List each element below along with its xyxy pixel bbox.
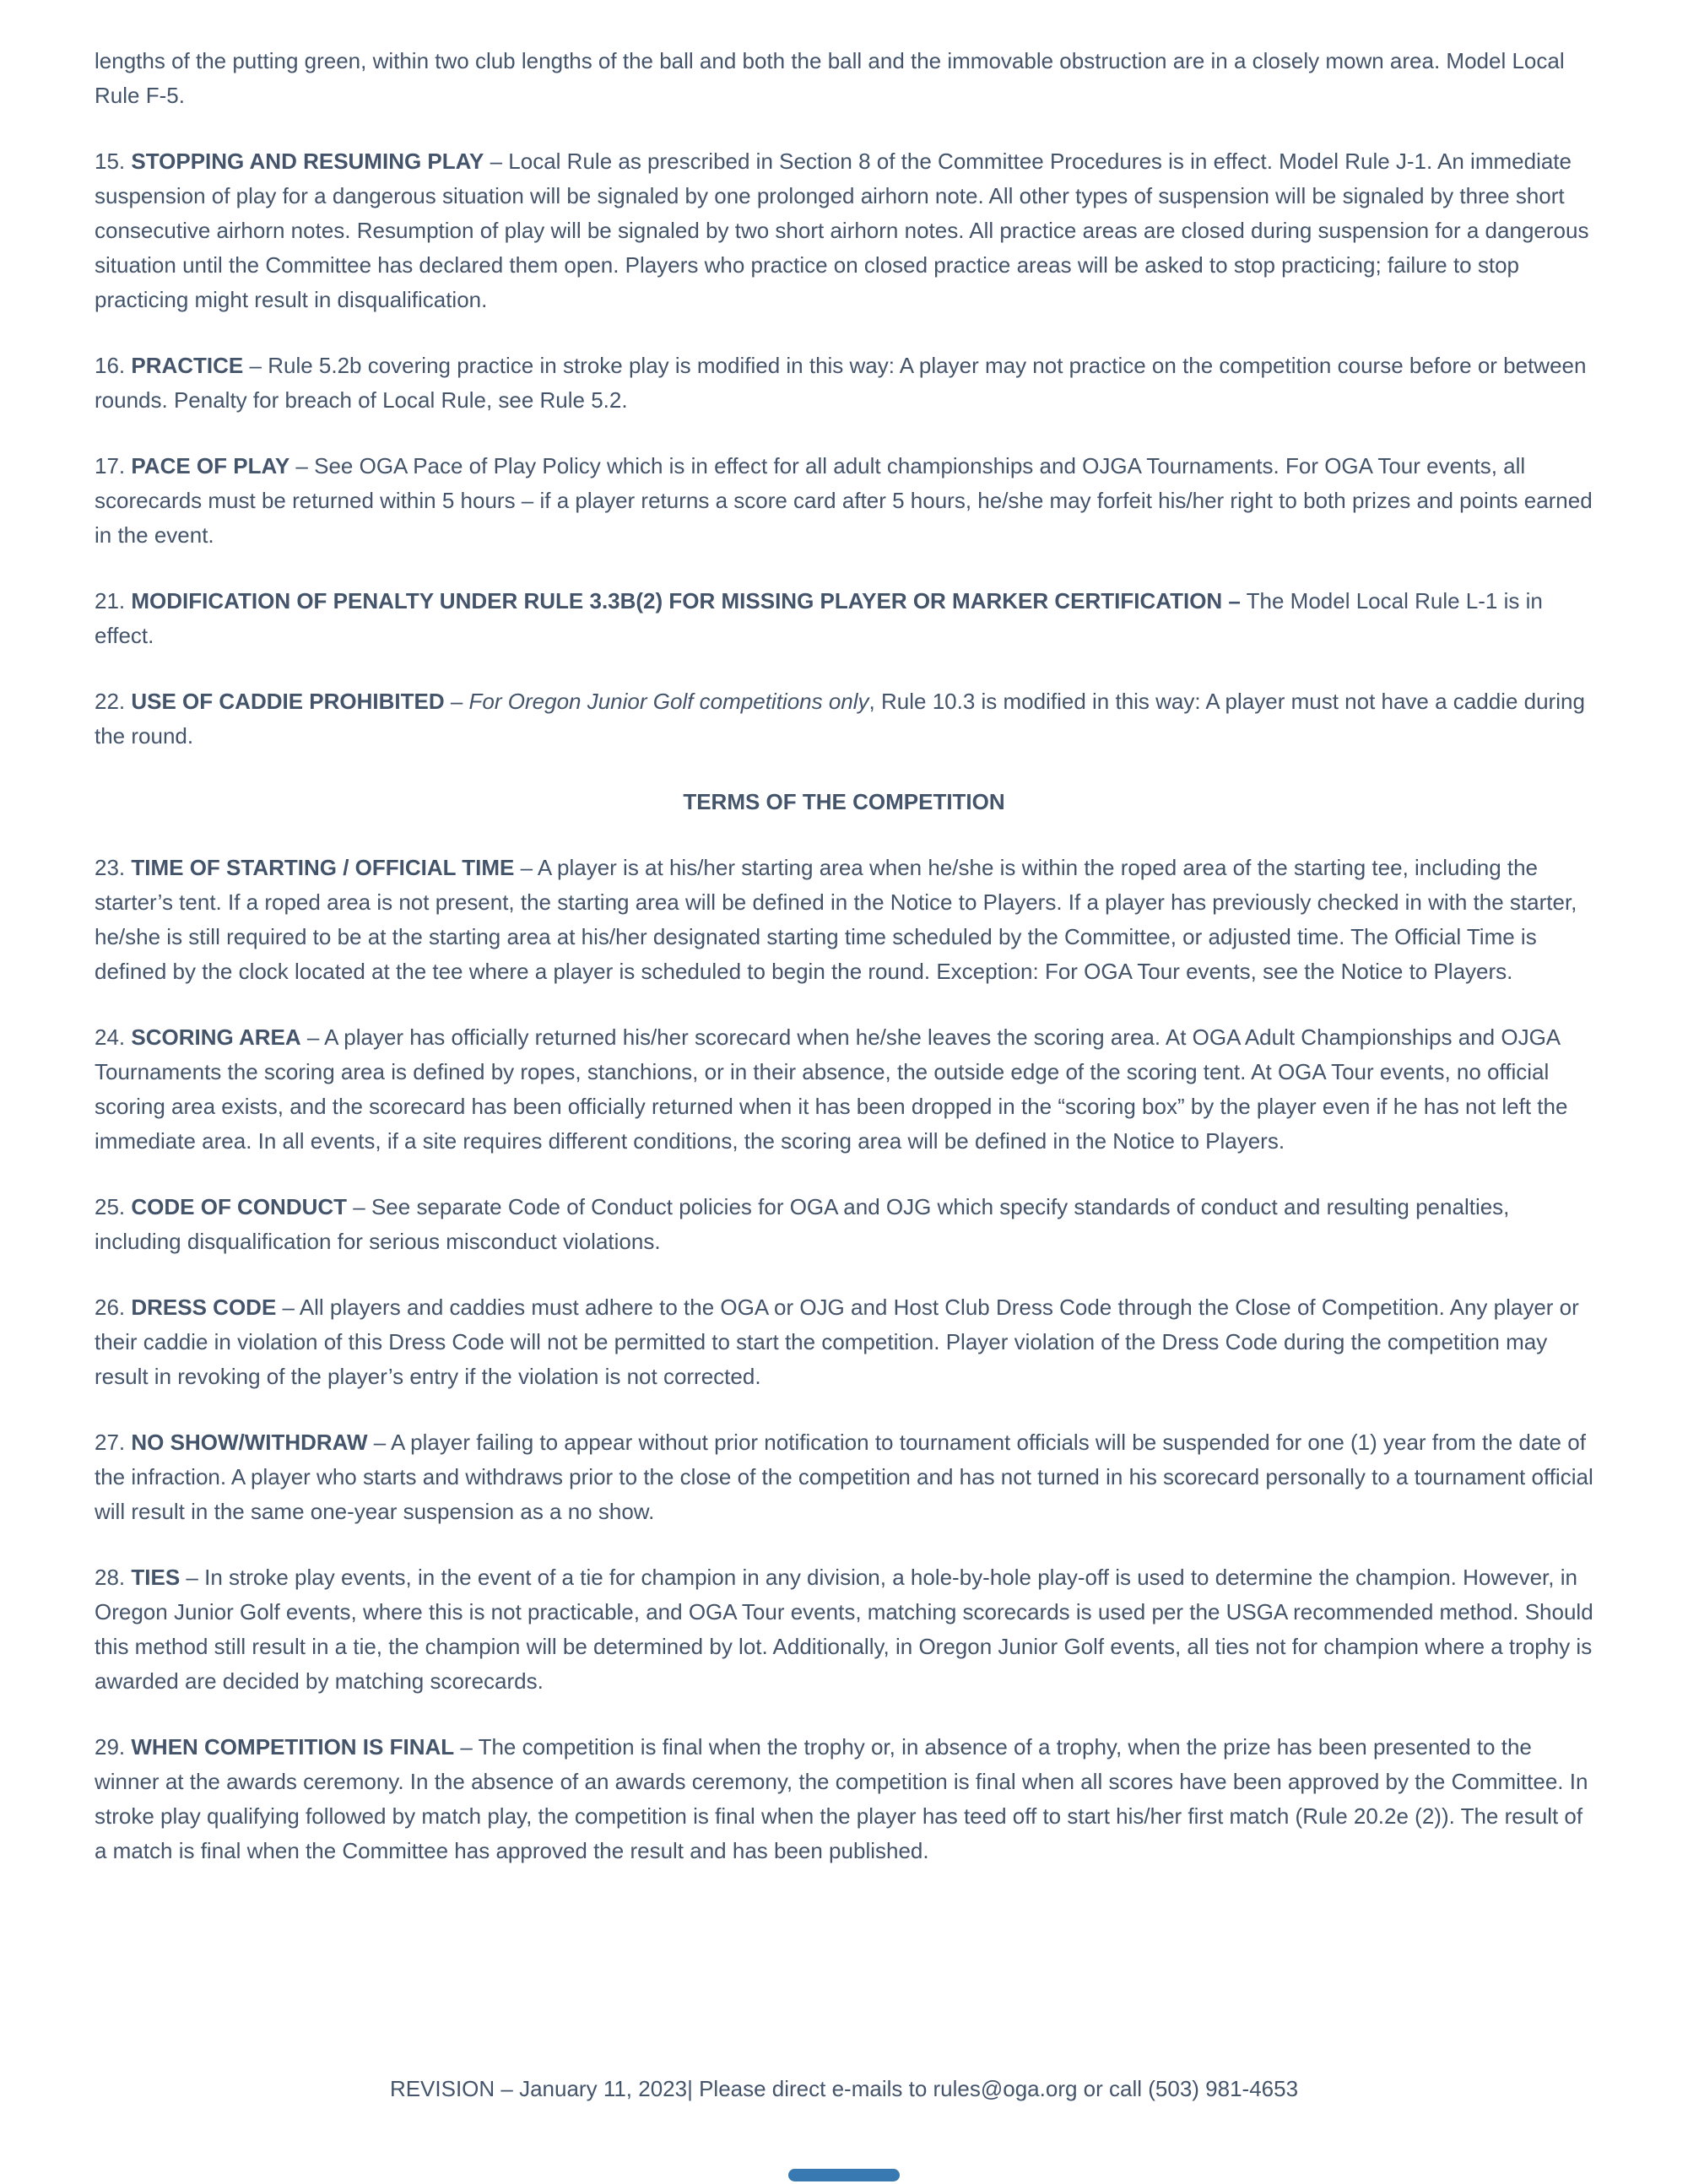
rule-separator: –	[484, 149, 509, 174]
rule-paragraph-26	[95, 1290, 1593, 1394]
rule-separator	[1241, 588, 1247, 614]
rule-body: , Rule 10.3 is modified in this way: A player must not have a caddie during the round.	[95, 689, 1585, 749]
revision-footer: REVISION – January 11, 2023| Please direct e-mails to rules@oga.org or call (503) 981-4653	[389, 2076, 1299, 2101]
rule-body: In stroke play events, in the event of a tie for champion in any division, a hole-by-hole play-off is used to determine the champion. However, in Oregon Junior Golf events, where this is not practicable, and OGA Tour events, matching scorecards is used per the USGA recommended method. Should this method still result in a tie, the champion will be determined by lot. Additionally, in Oregon Junior Golf events, all ties not for champion where a trophy is awarded are decided by matching scorecards.	[95, 1565, 1593, 1694]
rule-title: WHEN COMPETITION IS FINAL	[131, 1734, 455, 1760]
rule-separator: –	[514, 855, 538, 880]
rule-separator: –	[289, 453, 315, 478]
rule-title: NO SHOW/WITHDRAW	[131, 1430, 368, 1455]
rule-body: A player failing to appear without prior notification to tournament officials will be suspended for one (1) year from the date of the infraction. A player who starts and withdraws prior to the close of the competition and has not turned in his scorecard personally to a tournament official will result in the same one-year suspension as a no show.	[95, 1430, 1593, 1524]
rule-body: All players and caddies must adhere to the OGA or OJG and Host Club Dress Code through the Close of Competition. Any player or their caddie in violation of this Dress Code will not be permitted to start the competition. Player violation of the Dress Code during the competition may result in revoking of the player’s entry if the violation is not corrected.	[95, 1295, 1579, 1389]
rule-body: The Model Local Rule L-1 is in effect.	[95, 588, 1543, 648]
rule-number: 15.	[95, 149, 132, 174]
rule-title: PACE OF PLAY	[131, 453, 290, 478]
rule-number: 24.	[95, 1024, 132, 1050]
rule-title: TIME OF STARTING / OFFICIAL TIME	[131, 855, 515, 880]
rule-paragraph-25	[95, 1190, 1593, 1259]
rule-separator: –	[243, 353, 268, 378]
rule-separator: –	[454, 1734, 479, 1760]
rule-number: 25.	[95, 1194, 132, 1219]
rule-paragraph-22	[95, 684, 1593, 754]
rule-title: MODIFICATION OF PENALTY UNDER RULE 3.3B(2) FOR MISSING PLAYER OR MARKER CERTIFICATION –	[131, 588, 1241, 614]
rule-paragraph-15	[95, 144, 1593, 317]
rule-separator: –	[347, 1194, 371, 1219]
rule-number: 22.	[95, 689, 132, 714]
intro-text: lengths of the putting green, within two club lengths of the ball and both the ball and the immovable obstruction are in a closely mown area. Model Local Rule F-5.	[95, 48, 1565, 108]
rule-body: See separate Code of Conduct policies for OGA and OJG which specify standards of conduct and resulting penalties, including disqualification for serious misconduct violations.	[95, 1194, 1510, 1254]
intro-paragraph	[95, 44, 1593, 113]
rule-paragraph-24	[95, 1020, 1593, 1159]
rule-number: 27.	[95, 1430, 132, 1455]
rule-paragraph-17	[95, 449, 1593, 553]
rule-title: PRACTICE	[131, 353, 244, 378]
rule-body: A player is at his/her starting area when he/she is within the roped area of the starting tee, including the starter’s tent. If a roped area is not present, the starting area will be defined in the Notice to Players. If a player has previously checked in with the starter, he/she is still required to be at the starting area at his/her designated starting time scheduled by the Committee, or adjusted time. The Official Time is defined by the clock located at the tee where a player is scheduled to begin the round. Exception: For OGA Tour events, see the Notice to Players.	[95, 855, 1577, 984]
rule-title: USE OF CADDIE PROHIBITED	[131, 689, 445, 714]
rule-body: A player has officially returned his/her scorecard when he/she leaves the scoring area. At OGA Adult Championships and OJGA Tournaments the scoring area is defined by ropes, stanchions, or in their absence, the outside edge of the scoring tent. At OGA Tour events, no official scoring area exists, and the scorecard has been officially returned when it has been dropped in the “scoring box” by the player even if he has not left the immediate area. In all events, if a site requires different conditions, the scoring area will be defined in the Notice to Players.	[95, 1024, 1568, 1154]
rule-title: CODE OF CONDUCT	[131, 1194, 348, 1219]
rule-body: Local Rule as prescribed in Section 8 of the Committee Procedures is in effect. Model Rule J-1. An immediate suspension of play for a dangerous situation will be signaled by one prolonged airhorn note. All other types of suspension will be signaled by three short consecutive airhorn notes. Resumption of play will be signaled by two short airhorn notes. All practice areas are closed during suspension for a dangerous situation until the Committee has declared them open. Players who practice on closed practice areas will be asked to stop practicing; failure to stop practicing might result in disqualification.	[95, 149, 1589, 312]
rule-separator: –	[180, 1565, 205, 1590]
rule-number: 28.	[95, 1565, 132, 1590]
rule-number: 17.	[95, 453, 132, 478]
rule-body: The competition is final when the trophy or, in absence of a trophy, when the prize has been presented to the winner at the awards ceremony. In the absence of an awards ceremony, the competition is final when all scores have been approved by the Committee. In stroke play qualifying followed by match play, the competition is final when the player has teed off to start his/her first match (Rule 20.2e (2)). The result of a match is final when the Committee has approved the result and has been published.	[95, 1734, 1588, 1863]
rule-separator: –	[276, 1295, 300, 1320]
rule-title: TIES	[131, 1565, 181, 1590]
rule-number: 16.	[95, 353, 132, 378]
rule-separator: –	[300, 1024, 325, 1050]
rule-paragraph-23	[95, 851, 1593, 989]
rule-paragraph-28	[95, 1560, 1593, 1699]
rule-number: 26.	[95, 1295, 132, 1320]
rule-title: DRESS CODE	[131, 1295, 277, 1320]
rule-body: Rule 5.2b covering practice in stroke play is modified in this way: A player may not practice on the competition course before or between rounds. Penalty for breach of Local Rule, see Rule 5.2.	[95, 353, 1587, 413]
rule-body: See OGA Pace of Play Policy which is in effect for all adult championships and OJGA Tournaments. For OGA Tour events, all scorecards must be returned within 5 hours – if a player returns a score card after 5 hours, he/she may forfeit his/her right to both prizes and points earned in the event.	[95, 453, 1593, 548]
rule-paragraph-21	[95, 584, 1593, 653]
horizontal-scrollbar-thumb[interactable]	[788, 2169, 900, 2181]
rule-separator: –	[367, 1430, 392, 1455]
rule-number: 23.	[95, 855, 132, 880]
rule-paragraph-29	[95, 1730, 1593, 1868]
rule-title: SCORING AREA	[131, 1024, 301, 1050]
rule-paragraph-16	[95, 349, 1593, 418]
rule-number: 21.	[95, 588, 132, 614]
rule-number: 29.	[95, 1734, 132, 1760]
rule-italic: For Oregon Junior Golf competitions only	[468, 689, 869, 714]
rule-paragraph-27	[95, 1425, 1593, 1529]
rule-separator: –	[444, 689, 469, 714]
rule-title: STOPPING AND RESUMING PLAY	[131, 149, 484, 174]
terms-of-competition-heading: TERMS OF THE COMPETITION	[683, 789, 1005, 814]
